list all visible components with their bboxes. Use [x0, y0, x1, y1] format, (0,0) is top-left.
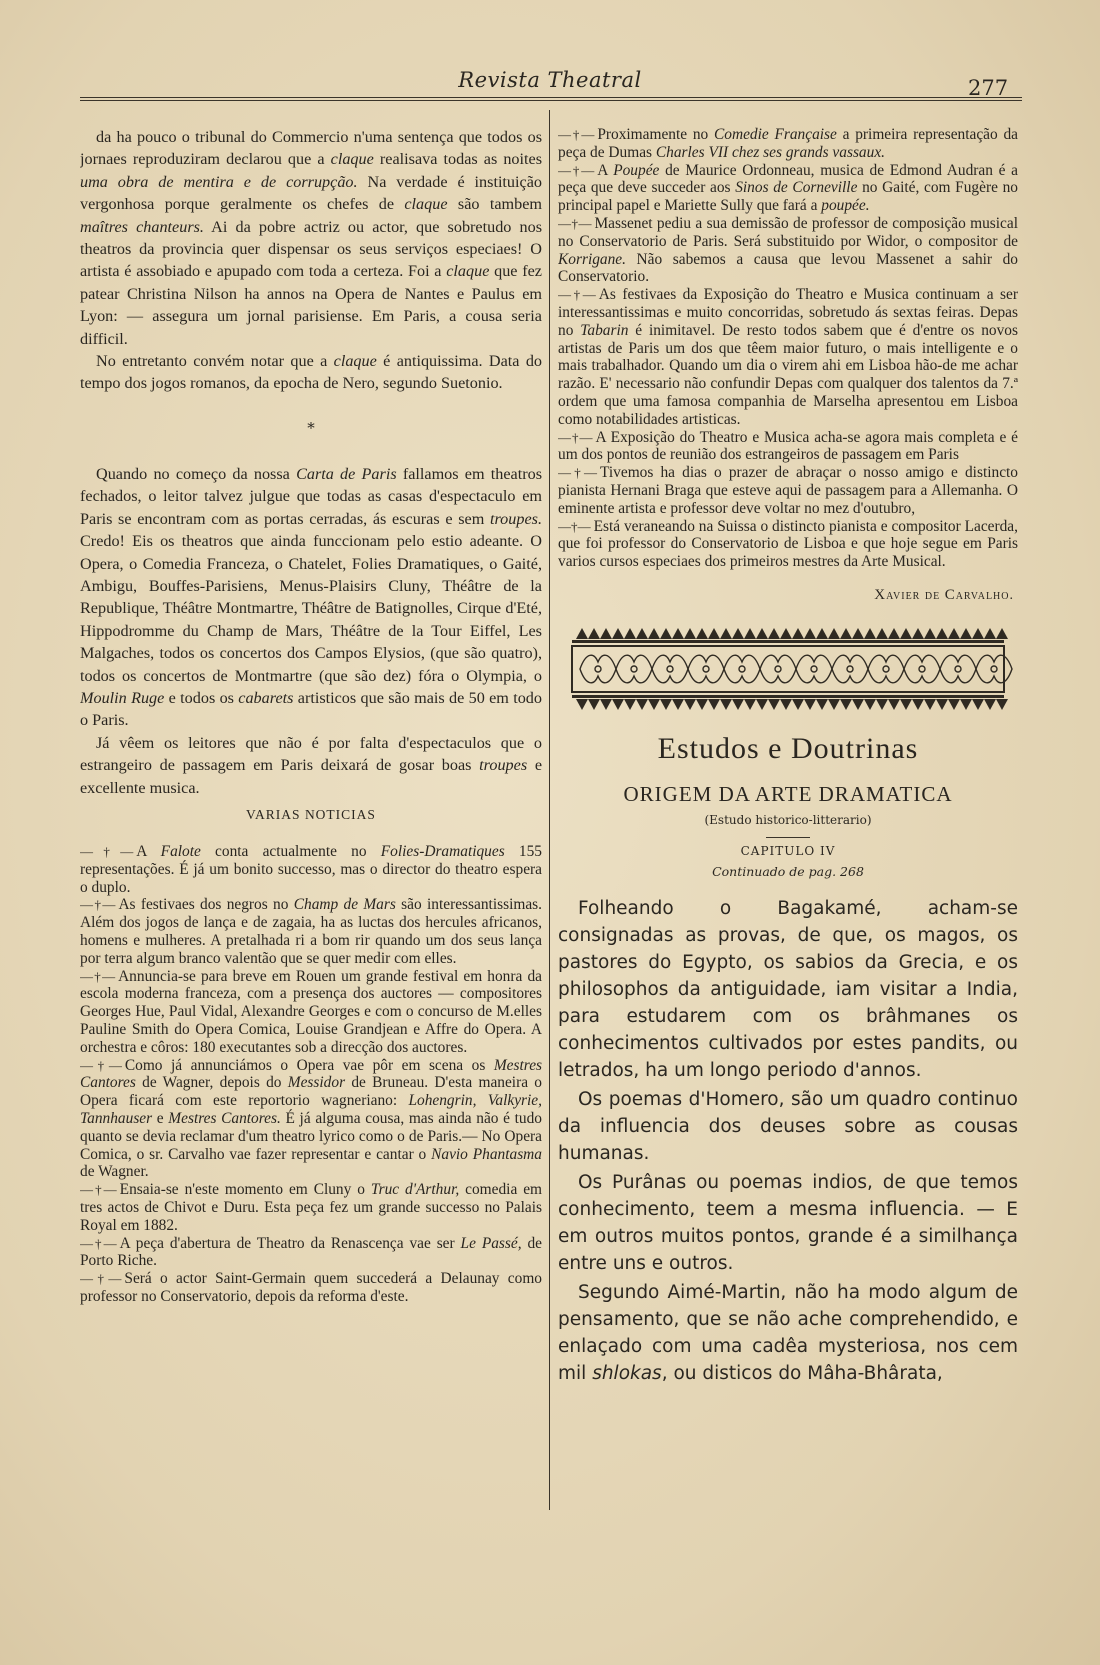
notice-item: —†— A Poupée de Maurice Ordonneau, musica de Edmond Audran é a peça que deve succeder aos Sinos de Corneville no Gaité, com Fugère no principal papel e Mariette Sully que fará a poupée. — [558, 161, 1018, 215]
signature: Xavier de Carvalho. — [874, 586, 1014, 603]
notice-ornament-icon: —†— — [558, 215, 592, 231]
notice-item: —†— Massenet pediu a sua demissão de professor de composição musical no Conservatorio de Paris. Será substituido por Widor, o compositor de Korrigane. Não sabemos a causa que levou Massenet a sahir do Conservatorio. — [558, 214, 1018, 286]
notice-ornament-icon: —†— — [558, 162, 595, 178]
notice-item: —†— A peça d'abertura de Theatro da Renascença vae ser Le Passé, de Porto Riche. — [80, 1234, 542, 1270]
notice-ornament-icon: —†— — [558, 429, 593, 445]
article-title: ORIGEM DA ARTE DRAMATICA — [623, 781, 953, 806]
paragraph: Já vêem os leitores que não é por falta d'espectaculos que o estrangeiro de passagem em Paris deixará de gosar boas troupes e excellente musica. — [80, 733, 542, 797]
section-title: Estudos e Doutrinas — [657, 731, 919, 765]
notice-item: —†— Proximamente no Comedie Française a primeira representação da peça de Dumas Charles VII chez ses grands vassaux. — [558, 126, 1018, 161]
notice-item: —†— As festivaes da Exposição do Theatro e Musica continuam a ser interessantissimas e muito concorridas, sobretudo ás sextas feiras. Depas no Tabarin é inimitavel. De resto todos sabem que é d'entre os novos artistas de Paris um dos que têem maior futuro, o mais intelligente e o mais trabalhador. Quando um dia o virem ahi em Lisboa hão-de me achar razão. E' necessario não confundir Depas com qualquer dos talentos da 7.ª ordem que uma famosa companhia de Marselha apresentou em Lisboa como notabilidades artisticas. — [558, 286, 1018, 428]
notice-ornament-icon: —†— — [80, 1235, 117, 1251]
notice-item: —†— Tivemos ha dias o prazer de abraçar o nosso amigo e distincto pianista Hernani Braga que esteve aqui de passagem para a Allemanha. O eminente artista e professor deve voltar no mez d'outubro, — [558, 464, 1018, 517]
notice-ornament-icon: —†— — [558, 465, 598, 481]
notices-list-left — [80, 843, 542, 1306]
body-paragraph: Os Purânas ou poemas indios, de que temos conhecimento, teem a mesma influencia. — E em outros muitos pontos, grande é a similhança entre uns e outros. — [558, 1171, 1018, 1274]
notice-item: —†— Ensaia-se n'este momento em Cluny o Truc d'Arthur, comedia em tres actos de Chivot e Duru. Esta peça fez um grande successo no Palais Royal em 1882. — [80, 1181, 542, 1234]
notice-ornament-icon: —†— — [558, 518, 591, 534]
notice-item: —†— Annuncia-se para breve em Rouen um grande festival em honra da escola moderna franceza, com a presença dos auctores — compositores Georges Hue, Paul Vidal, Alexandre Georges e com o concurso de M.elles Pauline Smith do Opera Comica, Louise Grandjean e Affre do Opera. A orchestra e côros: 180 executantes sob a direcção dos auctores. — [80, 967, 542, 1056]
continued-note: Continuado de pag. 268 — [712, 863, 864, 879]
right-column — [558, 126, 1018, 1389]
article-theatres-open — [80, 463, 542, 799]
article-subnote: (Estudo historico-litterario) — [704, 812, 872, 827]
page-number: 277 — [968, 76, 1009, 100]
article-body — [558, 895, 1018, 1387]
section-separator: * — [307, 418, 315, 437]
notice-ornament-icon: —†— — [80, 968, 116, 984]
paragraph: da ha pouco o tribunal do Commercio n'uma sentença que todos os jornaes reproduziram declarou que a claque realisava todas as noites uma obra de mentira e de corrupção. Na verdade é instituição vergonhosa porque geralmente os chefes de claque são tambem maîtres chanteurs. Ai da pobre actriz ou actor, que sobretudo nos theatros da provincia quer dispensar os seus serviços especiaes! O artista é assobiado e apupado com toda a certeza. Foi a claque que fez patear Christina Nilson ha annos na Opera de Nantes e Paulus em Lyon: — assegura um jornal parisiense. Em Paris, a cousa seria difficil. — [80, 128, 542, 348]
notice-ornament-icon: —†— — [558, 127, 595, 142]
notice-ornament-icon: —†— — [80, 897, 116, 913]
paragraph: Quando no começo da nossa Carta de Paris fallamos em theatros fechados, o leitor talvez julgue que todas as casas d'espectaculo em Paris se encontram com as portas cerradas, ás escuras e sem troupes. Credo! Eis os theatros que ainda funccionam pelo estio adeante. O Opera, o Comedia Franceza, o Chatelet, Folies Dramatiques, o Gaité, Ambigu, Bouffes-Parisiens, Menus-Plaisirs Cluny, Théâtre de la Republique, Théâtre Montmartre, Théâtre de Batignolles, Cirque d'Eté, Hippodromme du Champ de Mars, Théâtre de la Tour Eiffel, Les Malgaches, todos os concertos dos Campos Elysios, (que são quatro), todos os concertos de Montmartre (que são dez) fóra o Olympia, o Moulin Ruge e todos os cabarets artisticos que são mais de 50 em todo o Paris. — [80, 464, 542, 730]
notice-item: —†— A Falote conta actualmente no Folies-Dramatiques 155 representações. É já um bonito successo, mas o director do theatro espera o duplo. — [80, 842, 542, 896]
notice-item: —†— A Exposição do Theatro e Musica acha-se agora mais completa e é um dos pontos de reunião dos estrangeiros de passagem em Paris — [558, 428, 1018, 464]
section-heading-varias-noticias: VARIAS NOTICIAS — [246, 806, 376, 822]
left-column — [80, 126, 542, 1306]
chapter-label: CAPITULO IV — [740, 843, 836, 858]
paragraph: No entretanto convém notar que a claque é antiquissima. Data do tempo dos jogos romanos, da epocha de Nero, segundo Suetonio. — [80, 352, 542, 393]
notice-ornament-icon: —†— — [80, 843, 134, 859]
notice-ornament-icon: —†— — [80, 1271, 122, 1287]
notice-ornament-icon: —†— — [80, 1057, 122, 1073]
header-rule — [80, 97, 1022, 101]
notice-ornament-icon: —†— — [558, 287, 596, 303]
body-paragraph: Segundo Aimé-Martin, não ha modo algum de pensamento, que se não ache comprehendido, e enlaçado com uma cadêa mysteriosa, nos cem mil shlokas, ou disticos do Mâha-Bhârata, — [558, 1281, 1018, 1384]
notices-list-right — [558, 126, 1018, 571]
article-claque — [80, 126, 542, 395]
running-header-title: Revista Theatral — [458, 68, 642, 92]
body-paragraph: Folheando o Bagakamé, acham-se consignadas as provas, de que, os magos, os pastores do Egypto, os sabios da Grecia, e os philosophos da antiguidade, iam visitar a India, para estudarem com os brâhmanes os conhecimentos cultivados por estes pandits, ou letrados, ha um longo periodo d'annos. — [558, 897, 1018, 1081]
notice-item: —†— Como já annunciámos o Opera vae pôr em scena os Mestres Cantores de Wagner, depois do Messidor de Bruneau. D'esta maneira o Opera ficará com este reportorio wagneriano: Lohengrin, Valkyrie, Tannhauser e Mestres Cantores. É já alguma cousa, mas ainda não é tudo quanto se devia reclamar d'um theatro lyrico como o de Paris.— No Opera Comica, o sr. Carvalho vae fazer representar e cantar o Navio Phantasma de Wagner. — [80, 1056, 542, 1181]
notice-item: —†— As festivaes dos negros no Champ de Mars são interessantissimas. Além dos jogos de lança e de zagaia, ha as luctas dos hercules africanos, homens e mulheres. A pretalhada ri a bom rir quando um dos seus lança por terra algum branco valentão que se quer medir com elles. — [80, 896, 542, 967]
body-paragraph: Os poemas d'Homero, são um quadro continuo da influencia dos deuses sobre as cousas humanas. — [558, 1088, 1018, 1164]
column-divider — [549, 110, 550, 1510]
notice-ornament-icon: —†— — [80, 1182, 117, 1198]
short-rule — [766, 837, 810, 838]
ornamental-banner — [558, 622, 1018, 716]
notice-item: —†— Está veraneando na Suissa o distincto pianista e compositor Lacerda, que foi professor do Conservatorio de Lisboa e que hoje segue em Paris varios cursos especiaes dos primeiros mestres da Arte Musical. — [558, 517, 1018, 571]
notice-item: —†— Será o actor Saint-Germain quem succederá a Delaunay como professor no Conservatorio, depois da reforma d'este. — [80, 1270, 542, 1305]
